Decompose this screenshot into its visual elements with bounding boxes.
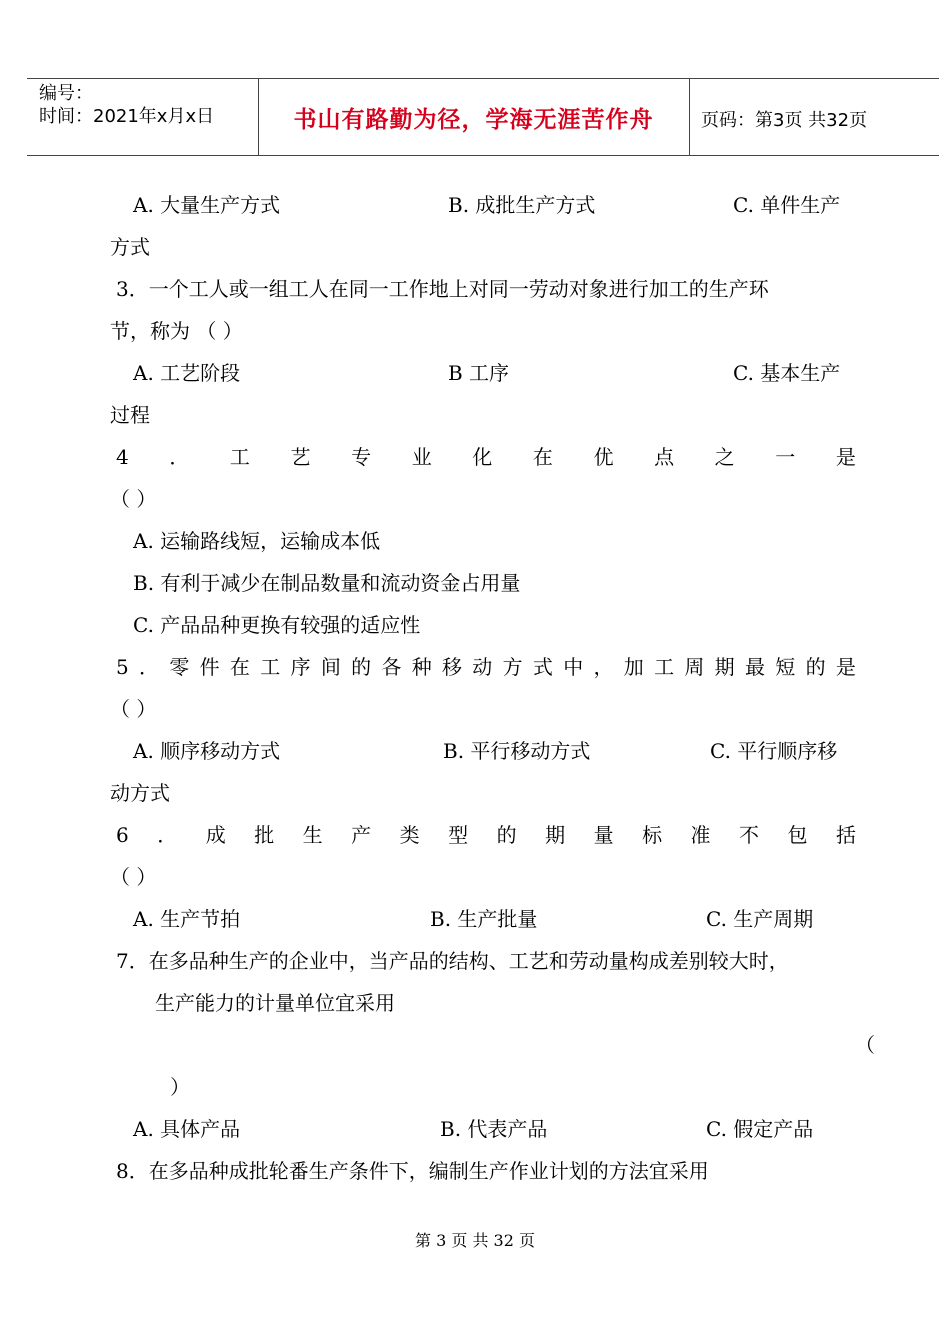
question-char: 中 [563,655,584,679]
question-7-cont: 生产能力的计量单位宜采用 [155,991,395,1015]
option-b: B. 生产批量 [430,907,538,931]
question-char: 动 [472,655,493,679]
question-char: 件 [199,655,220,679]
question-char: 之 [714,445,735,469]
question-char: 不 [739,823,760,847]
option-b: B. 成批生产方式 [448,193,596,217]
option-a: A. 生产节拍 [133,907,241,931]
option-a: A. 工艺阶段 [133,361,241,385]
option-a: A. 大量生产方式 [133,193,281,217]
question-char: 种 [411,655,432,679]
option-c: C. 生产周期 [706,907,814,931]
question-7: 7．在多品种生产的企业中，当产品的结构、工艺和劳动量构成差别较大时， [116,949,789,973]
question-char: 一 [775,445,796,469]
question-char: 零 [169,655,190,679]
question-3-cont: 节，称为 （ ） [110,319,243,343]
answer-bracket: （ ） [110,697,157,721]
question-char: 批 [254,823,275,847]
question-char: 优 [593,445,614,469]
header-time-label: 时间：2021年x月x日 [39,106,215,127]
question-char: ． [169,445,190,469]
question-char: 最 [744,655,765,679]
question-char: 的 [496,823,517,847]
question-6 [116,821,856,849]
question-char: 工 [654,655,675,679]
header-bottom-rule [27,155,939,156]
question-char: 间 [320,655,341,679]
question-char: 括 [836,823,856,847]
question-char: ． [139,655,160,679]
option-continuation: 过程 [110,403,150,427]
question-char: 是 [835,655,856,679]
question-char: 的 [805,655,826,679]
question-char: 标 [642,823,663,847]
header-page-info: 页码：第3页 共32页 [701,110,868,131]
question-char: 型 [448,823,469,847]
question-char: 移 [442,655,462,679]
option-b: B. 有利于减少在制品数量和流动资金占用量 [133,571,521,595]
question-char: 式 [532,655,553,679]
page-footer: 第 3 页 共 32 页 [415,1231,535,1250]
question-char: 方 [502,655,523,679]
question-3: 3．一个工人或一组工人在同一工作地上对同一劳动对象进行加工的生产环 [116,277,769,301]
question-char: 点 [654,445,675,469]
question-char: 是 [835,445,856,469]
question-char: 量 [593,823,614,847]
question-char: 6 [116,823,129,847]
question-8: 8．在多品种成批轮番生产条件下，编制生产作业计划的方法宜采用 [116,1159,709,1183]
option-a: A. 具体产品 [133,1117,241,1141]
question-char: 序 [290,655,311,679]
question-char: 在 [229,655,250,679]
option-a: A. 运输路线短，运输成本低 [133,529,381,553]
option-continuation: 方式 [110,235,150,259]
question-char: 的 [351,655,372,679]
question-char: 产 [351,823,372,847]
answer-bracket-close: ） [170,1075,190,1099]
question-char: 短 [775,655,796,679]
question-char: 期 [545,823,566,847]
header-motto-text: 书山有路勤为径，学海无涯苦作舟 [293,106,654,133]
question-char: 加 [623,655,644,679]
question-char: 周 [684,655,705,679]
question-char: 艺 [290,445,311,469]
question-4 [116,443,856,471]
question-char: 成 [205,823,226,847]
answer-bracket: （ ） [110,487,157,511]
page-header [27,78,939,156]
question-char: 4 [116,445,129,469]
question-char: ． [157,823,178,847]
question-char: 各 [381,655,402,679]
header-motto [258,78,689,156]
question-char: 专 [351,445,372,469]
question-char: 准 [690,823,711,847]
option-c: C. 单件生产 [733,193,841,217]
answer-bracket-open: （ [855,1033,875,1057]
question-char: 期 [714,655,735,679]
option-c: C. 产品品种更换有较强的适应性 [133,613,421,637]
answer-bracket: （ ） [110,865,157,889]
option-b: B. 代表产品 [440,1117,548,1141]
question-char: 包 [787,823,808,847]
question-char: 生 [302,823,323,847]
option-a: A. 顺序移动方式 [133,739,281,763]
question-char: 业 [411,445,432,469]
option-c: C. 假定产品 [706,1117,814,1141]
question-char: 工 [229,445,250,469]
question-char: 化 [472,445,493,469]
option-c: C. 基本生产 [733,361,841,385]
question-char: 类 [399,823,420,847]
option-b: B 工序 [448,361,510,385]
header-meta [39,82,214,128]
question-char: 工 [260,655,281,679]
question-char: 5 [116,655,129,679]
question-5 [116,653,856,681]
header-number-label: 编号： [39,83,93,104]
question-char: ， [593,655,614,679]
option-continuation: 动方式 [110,781,170,805]
option-c: C. 平行顺序移 [710,739,838,763]
option-b: B. 平行移动方式 [443,739,591,763]
question-char: 在 [532,445,553,469]
header-divider-right [689,78,690,156]
